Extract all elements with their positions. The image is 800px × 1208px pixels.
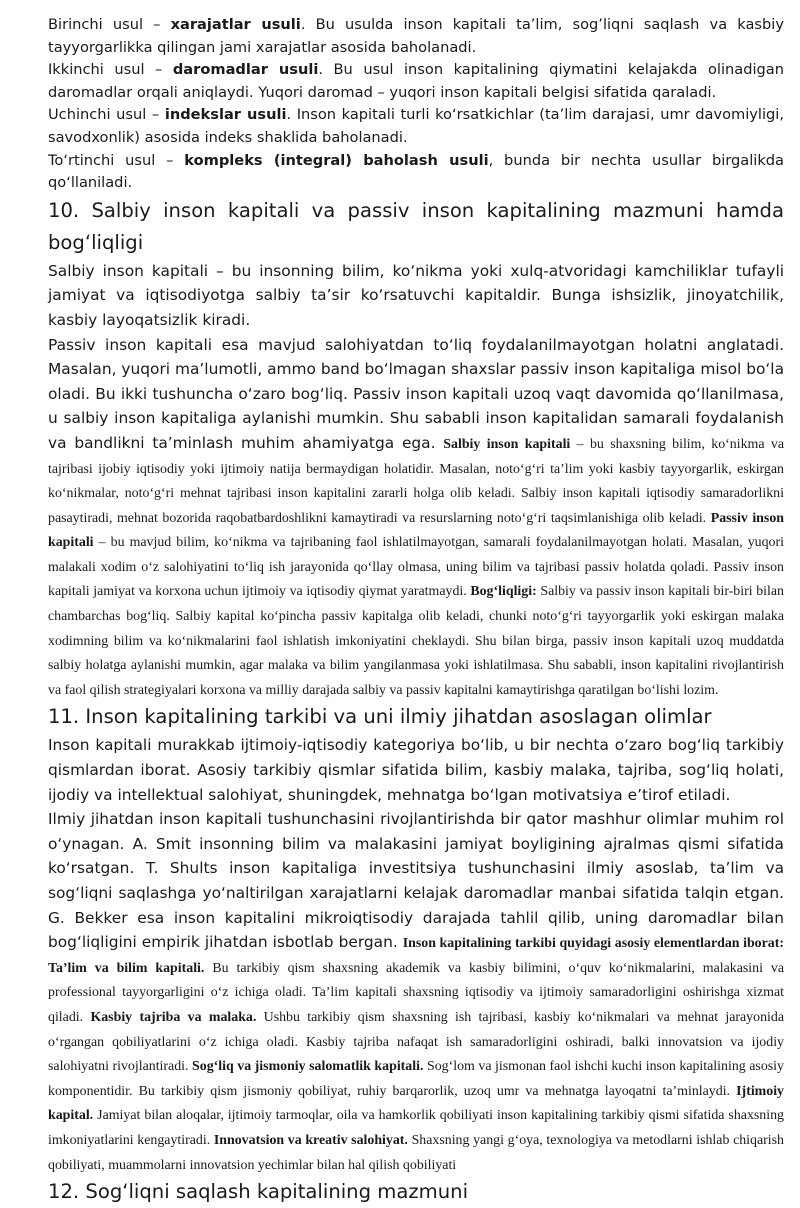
method-paragraph: [48, 14, 784, 59]
section-10-text: Passiv inson kapitali esa mavjud salohiyatdan to‘liq foydalanilmayotgan holatni anglatadi. Masalan, yuqori ma’lumotli, ammo band bo‘lmagan shaxslar passiv inson kapitaliga misol bo‘la oladi. Bu ikki tushuncha o‘zaro bog‘liq. Passiv inson kapitali uzoq vaqt davomida qo‘llanilmasa, u salbiy inson kapitaliga aylanishi mumkin. Shu sababli inson kapitalidan samarali foydalanish va bandlikni ta’minlash muhim ahamiyatga ega.: [48, 335, 784, 452]
term-passiv: Passiv inson kapitali: [48, 510, 784, 551]
section-11-paragraph: Inson kapitali murakkab ijtimoiy-iqtisodiy kategoriya bo‘lib, u bir nechta o‘zaro bog‘liq tarkibiy qismlardan iborat. Asosiy tarkibiy qismlar sifatida bilim, kasbiy malaka, tajriba, sog‘liq holati, ijodiy va intellektual salohiyat, shuningdek, mehnatga bo‘lgan motivatsiya e’tirof etiladi.: [48, 736, 784, 804]
term-innovatsion: Innovatsion va kreativ salohiyat.: [213, 1132, 408, 1148]
method-text: . Inson kapitali turli koʻrsatkichlar (ta’lim darajasi, umr davomiyligi, savodxonlik) asosida indeks shaklida baholanadi.: [48, 106, 784, 146]
method-name: xarajatlar usuli: [170, 16, 301, 33]
method-name: indekslar usuli: [164, 106, 287, 124]
term-ijtimoiy: Ijtimoiy kapital.: [48, 1083, 784, 1124]
method-paragraph: [48, 150, 784, 195]
term-text: Sogʻlom va jismonan faol ishchi kuchi inson kapitalining asosiy komponentidir. Bu tarkibiy qism jismoniy qobiliyat, ruhiy barqarorlik, uzoq umr va mehnatga layoqatni ta’minlaydi.: [48, 1059, 784, 1099]
term-text: Ushbu tarkibiy qism shaxsning ish tajribasi, kasbiy koʻnikmalari va mehnat jarayonida oʻrgangan qobiliyatlarini oʻz ichiga oladi. Kasbiy tajriba nafaqat ish samaradorligini oshiradi, balki innovatsion va ijodiy salohiyatni rivojlantiradi.: [48, 1009, 784, 1075]
method-name: daromadlar usuli: [172, 61, 319, 79]
method-lead: Uchinchi usul –: [48, 106, 165, 124]
section-10-serif-text: [48, 437, 784, 698]
section-12-heading: 12. Sog‘liqni saqlash kapitalining mazmuni: [48, 1180, 469, 1204]
term-kasbiy: Kasbiy tajriba va malaka.: [90, 1009, 257, 1025]
section-10-heading: 10. Salbiy inson kapitali va passiv inson kapitalining mazmuni hamda bog‘liqligi: [48, 198, 784, 254]
term-text: – bu mavjud bilim, koʻnikma va tajribaning faol ishlatilmayotgan, samarali foydalanilmayotgan holati. Masalan, yuqori malakali xodim oʻz salohiyatini toʻliq ish jarayonida qoʻllay olmasa, uning bilim va tajribasi passiv holatda qoladi. Passiv inson kapitali jamiyat va korxona uchun ijtimoiy va iqtisodiy qiymat yaratmaydi.: [48, 535, 784, 600]
term-text: Shaxsning yangi gʻoya, texnologiya va metodlarni ishlab chiqarish qobiliyati, muammolarni innovatsion yechimlar bilan hal qilish qobiliyati: [48, 1132, 784, 1173]
method-name: kompleks (integral) baholash usuli: [184, 151, 489, 169]
term-talim: Ta’lim va bilim kapitali.: [48, 960, 205, 976]
term-salbiy: Salbiy inson kapitali: [443, 436, 571, 452]
section-11-serif-text: [48, 936, 784, 1172]
term-text: Jamiyat bilan aloqalar, ijtimoiy tarmoqlar, oila va hamkorlik qobiliyati inson kapitalining tarkibiy qismi sifatida shaxsning imkoniyatlarini kengaytiradi.: [48, 1108, 784, 1148]
method-paragraph: [48, 59, 784, 104]
method-text: . Bu usulda inson kapitali ta’lim, sog’liqni saqlash va kasbiy tayyorgarlikka qilingan jami xarajatlar asosida baholanadi.: [48, 16, 784, 56]
section-10-paragraph: Salbiy inson kapitali – bu insonning bilim, ko‘nikma yoki xulq-atvoridagi kamchiliklar tufayli jamiyat va iqtisodiyotga salbiy ta’sir ko‘rsatuvchi kapitaldir. Bunga ishsizlik, jinoyatchilik, kasbiy layoqatsizlik kiradi.: [48, 261, 784, 329]
method-lead: To‘rtinchi usul –: [48, 151, 185, 169]
method-text: , bunda bir nechta usullar birgalikda qoʻllaniladi.: [48, 151, 785, 192]
document-page: [48, 14, 784, 1208]
term-text: – bu shaxsning bilim, koʻnikma va tajribasi ijobiy iqtisodiy yoki ijtimoiy natija bermaydigan holatidir. Masalan, notoʻgʻri ta’lim yoki kasbiy tayyorgarlik, eskirgan koʻnikmalar, notoʻgʻri mehnat tajribasi inson kapitalini zararli holga olib keladi. Salbiy inson kapitali iqtisodiy samaradorlikni pasaytiradi, mehnat bozorida raqobatbardoshlikni kamaytiradi va resurslarning notoʻgʻri taqsimlanishiga olib keladi.: [48, 436, 785, 526]
term-intro: Inson kapitalining tarkibi quyidagi asosiy elementlardan iborat:: [402, 936, 784, 952]
term-bogliqligi: Bogʻliqligi:: [470, 584, 537, 600]
method-lead: Birinchi usul –: [48, 16, 171, 33]
section-10-paragraph-mixed: [48, 333, 784, 702]
term-sogliq: Sogʻliq va jismoniy salomatlik kapitali.: [192, 1059, 424, 1075]
section-11-heading: 11. Inson kapitalining tarkibi va uni ilmiy jihatdan asoslagan olimlar: [48, 705, 712, 729]
method-text: . Bu usul inson kapitalining qiymatini kelajakda olinadigan daromadlar orqali aniqlaydi. Yuqori daromad – yuqori inson kapitali belgisi sifatida qaraladi.: [48, 61, 784, 101]
term-text: Salbiy va passiv inson kapitali bir-biri bilan chambarchas bogʻliq. Salbiy kapital koʻpincha passiv kapitalga olib keladi, chunki notoʻgʻri tayyorgarlik yoki eskirgan malaka xodimning bilim va koʻnikmalarini faol ishlatish imkoniyatini cheklaydi. Shu bilan birga, passiv inson kapitali uzoq muddatda salbiy holatga aylanishi mumkin, agar malaka va bilim yangilanmasa yoki ishlatilmasa. Shu sababli, inson kapitalini rivojlantirish va faol qilish strategiyalari korxona va milliy darajada salbiy va passiv kapitalni kamaytirishga qaratilgan boʻlishi lozim.: [48, 584, 784, 698]
term-text: Bu tarkibiy qism shaxsning akademik va kasbiy bilimini, oʻquv koʻnikmalarini, malakasini va professional tayyorgarligini oʻz ichiga oladi. Ta’lim kapitali shaxsning iqtisodiy va ijtimoiy samaradorligini oshirishga xizmat qiladi.: [48, 960, 784, 1025]
section-11-text: Ilmiy jihatdan inson kapitali tushunchasini rivojlantirishda bir qator mashhur olimlar muhim rol o‘ynagan. A. Smit insonning bilim va malakasini jamiyat boyligining ajralmas qismi sifatida ko‘rsatgan. T. Shults inson kapitaliga investitsiya tushunchasini ilmiy asoslab, ta’lim va sog‘liqni saqlashga yo‘naltirilgan xarajatlarni kelajak daromadlar manbai sifatida talqin etgan. G. Bekker esa inson kapitalini mikroiqtisodiy darajada tahlil qilib, uning daromadlar bilan bog‘liqligini empirik jihatdan isbotlab bergan.: [48, 810, 784, 952]
method-lead: Ikkinchi usul –: [48, 61, 173, 79]
method-paragraph: [48, 104, 784, 149]
section-11-paragraph-mixed: [48, 807, 784, 1176]
